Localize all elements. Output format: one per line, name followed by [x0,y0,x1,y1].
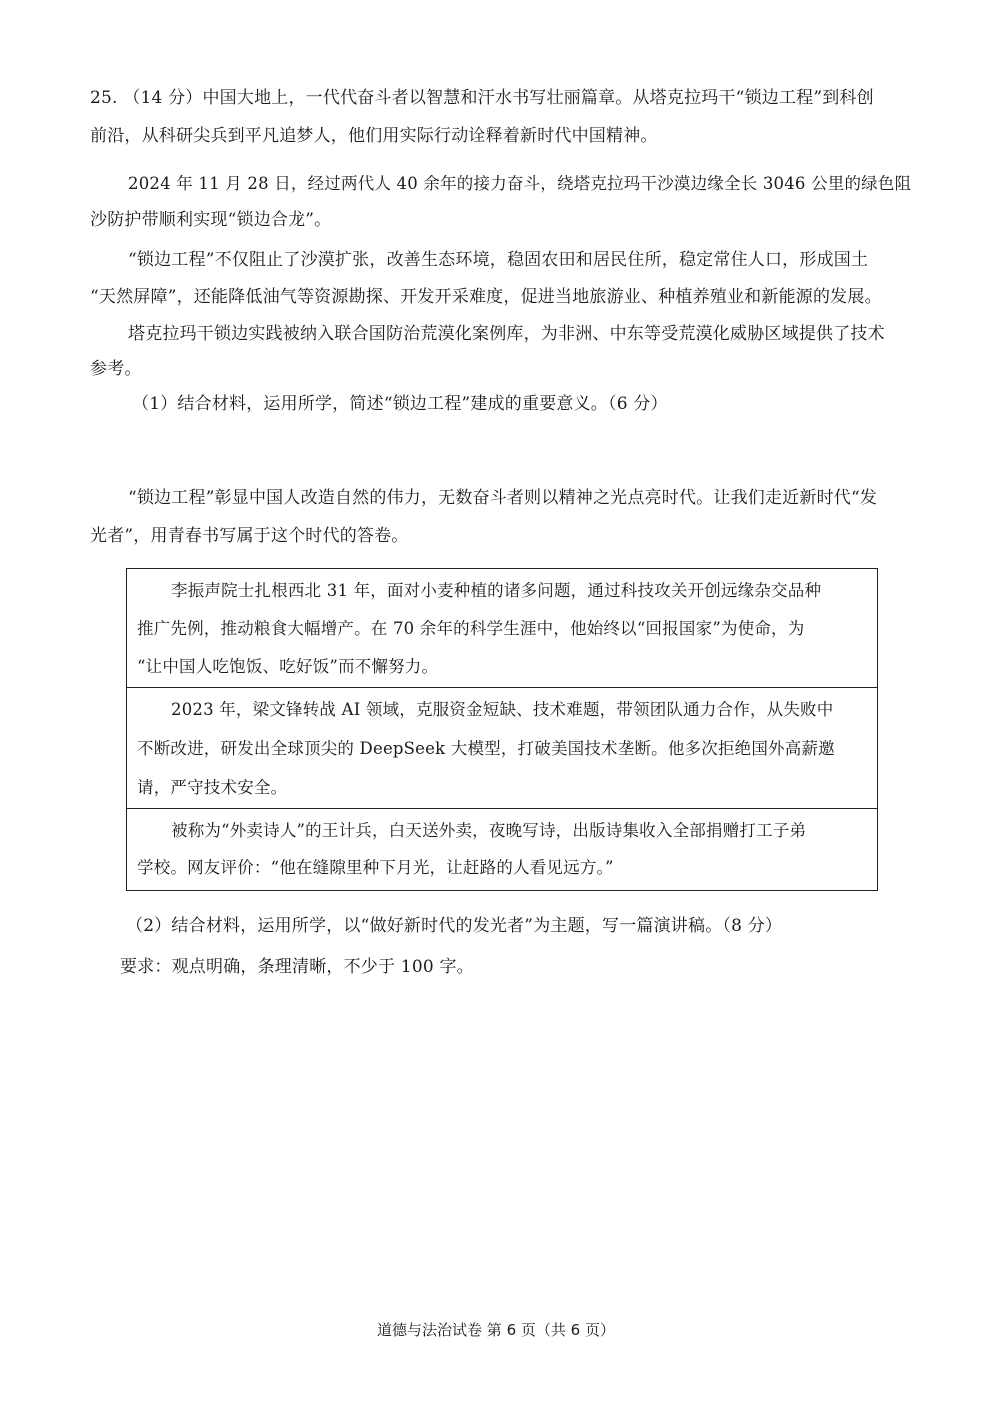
cell-line: 请，严守技术安全。 [137,778,288,797]
cell-line: 学校。网友评价：“他在缝隙里种下月光，让赶路的人看见远方。” [137,858,614,877]
cell-line: 李振声院士扎根西北 31 年，面对小麦种植的诸多问题，通过科技攻关开创远缘杂交品种 [171,581,822,600]
page-footer: 道德与法治试卷 第 6 页（共 6 页） [377,1321,615,1339]
material-line: 参考。 [90,359,142,379]
cell-line: “让中国人吃饱饭、吃好饭”而不懈努力。 [137,657,439,676]
question-line: 前沿，从科研尖兵到平凡追梦人，他们用实际行动诠释着新时代中国精神。 [90,126,658,146]
intro-line: “锁边工程”彰显中国人改造自然的伟力，无数奋斗者则以精神之光点亮时代。让我们走近新时代“发 [128,488,878,508]
material-line: 塔克拉玛干锁边实践被纳入联合国防治荒漠化案例库，为非洲、中东等受荒漠化威胁区域提供了技术 [128,324,885,344]
material-line: 2024 年 11 月 28 日，经过两代人 40 余年的接力奋斗，绕塔克拉玛干沙漠边缘全长 3046 公里的绿色阻 [128,174,912,193]
table-cell-liang-wenfeng [127,688,877,809]
sub-question-2: （2）结合材料，运用所学，以“做好新时代的发光者”为主题，写一篇演讲稿。（8 分） [126,916,783,936]
table-cell-wang-jibing [127,809,877,892]
cell-line: 2023 年，梁文锋转战 AI 领域，克服资金短缺、技术难题，带领团队通力合作，从失败中 [171,700,834,719]
sub-question-1: （1）结合材料，运用所学，简述“锁边工程”建成的重要意义。（6 分） [132,394,668,414]
question-line: 25. （14 分）中国大地上，一代代奋斗者以智慧和汗水书写壮丽篇章。从塔克拉玛干“锁边工程”到科创 [90,88,874,108]
cell-line: 不断改进，研发出全球顶尖的 DeepSeek 大模型，打破美国技术垄断。他多次拒绝国外高薪邀 [137,739,835,758]
material-line: “天然屏障”，还能降低油气等资源勘探、开发开采难度，促进当地旅游业、种植养殖业和新能源的发展。 [90,287,882,307]
table-cell-li-zhensheng [127,569,877,688]
cell-line: 被称为“外卖诗人”的王计兵，白天送外卖，夜晚写诗，出版诗集收入全部捐赠打工子弟 [171,821,807,840]
material-line: “锁边工程”不仅阻止了沙漠扩张，改善生态环境，稳固农田和居民住所，稳定常住人口，形成国土 [128,250,869,270]
material-line: 沙防护带顺利实现“锁边合龙”。 [90,210,332,230]
materials-table [126,568,878,891]
intro-line: 光者”，用青春书写属于这个时代的答卷。 [90,526,409,546]
cell-line: 推广先例，推动粮食大幅增产。在 70 余年的科学生涯中，他始终以“回报国家”为使命，为 [137,619,805,638]
requirement-text: 要求：观点明确，条理清晰，不少于 100 字。 [120,957,474,977]
